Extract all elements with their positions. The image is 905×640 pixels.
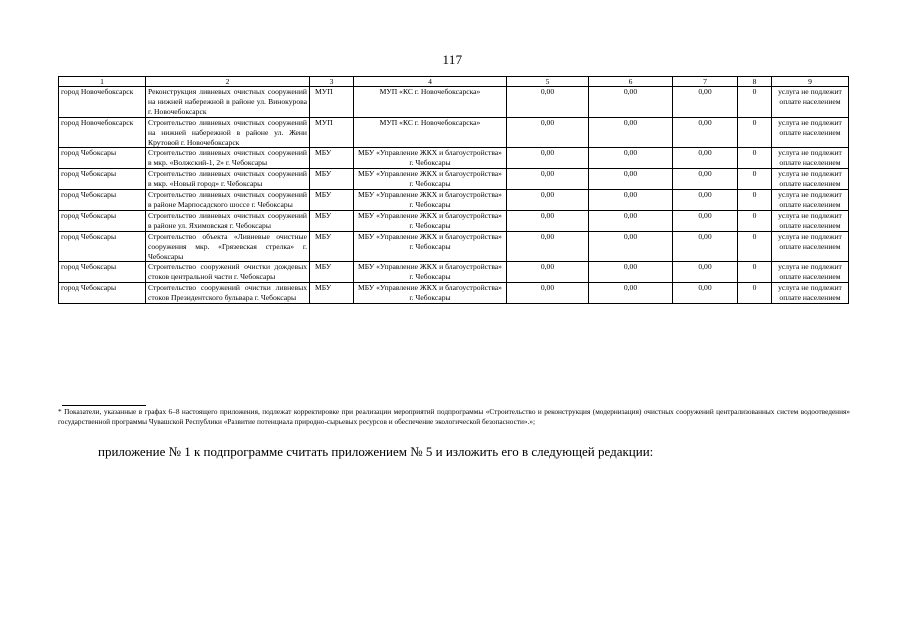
cell-value: 0,00: [507, 169, 589, 190]
cell-value: 0,00: [673, 283, 738, 304]
footnote: [58, 407, 850, 427]
cell-measure: Строительство ливневых очистных сооружений в районе Марпосадского шоссе г. Чебоксары: [146, 190, 310, 211]
table-row: [59, 231, 849, 262]
table-row: [59, 283, 849, 304]
cell-org-type: МБУ: [310, 190, 354, 211]
cell-value: 0: [738, 87, 772, 118]
column-header: 1: [59, 77, 146, 87]
cell-organization: МБУ «Управление ЖКХ и благоустройства» г. Чебоксары: [354, 283, 507, 304]
cell-payment-note: услуга не подлежит оплате населением: [772, 148, 849, 169]
table-row: [59, 210, 849, 231]
cell-value: 0,00: [589, 283, 673, 304]
cell-measure: Строительство ливневых очистных сооружений в районе ул. Яхимовская г. Чебоксары: [146, 210, 310, 231]
cell-value: 0,00: [507, 190, 589, 211]
cell-value: 0,00: [589, 169, 673, 190]
table-row: [59, 87, 849, 118]
cell-value: 0: [738, 169, 772, 190]
cell-value: 0,00: [673, 169, 738, 190]
cell-payment-note: услуга не подлежит оплате населением: [772, 210, 849, 231]
cell-payment-note: услуга не подлежит оплате населением: [772, 190, 849, 211]
cell-organization: МБУ «Управление ЖКХ и благоустройства» г. Чебоксары: [354, 210, 507, 231]
column-header: 4: [354, 77, 507, 87]
cell-organization: МБУ «Управление ЖКХ и благоустройства» г. Чебоксары: [354, 231, 507, 262]
cell-value: 0,00: [589, 190, 673, 211]
cell-territory: город Чебоксары: [59, 231, 146, 262]
table-row: [59, 190, 849, 211]
cell-measure: Строительство ливневых очистных сооружений в мкр. «Новый город» г. Чебоксары: [146, 169, 310, 190]
footnote-divider: [62, 405, 146, 406]
cell-measure: Реконструкция ливневых очистных сооружений на нижней набережной в районе ул. Винокурова г. Новочебоксарск: [146, 87, 310, 118]
cell-value: 0,00: [589, 87, 673, 118]
cell-measure: Строительство сооружений очистки ливневых стоков Президентского бульвара г. Чебоксары: [146, 283, 310, 304]
footnote-text: * Показатели, указанные в графах 6–8 настоящего приложения, подлежат корректировке при реализации мероприятий подпрограммы «Строительство и реконструкция (модернизация) очистных сооружений централизованных систем водоотведения» государственной программы Чувашской Республики «Развитие потенциала природно-сырьевых ресурсов и обеспечение экологической безопасности».»;: [58, 407, 850, 426]
cell-value: 0,00: [589, 210, 673, 231]
cell-territory: город Чебоксары: [59, 262, 146, 283]
cell-organization: МБУ «Управление ЖКХ и благоустройства» г. Чебоксары: [354, 148, 507, 169]
cell-org-type: МУП: [310, 87, 354, 118]
cell-value: 0,00: [507, 231, 589, 262]
cell-org-type: МБУ: [310, 169, 354, 190]
cell-value: 0,00: [673, 87, 738, 118]
cell-value: 0: [738, 283, 772, 304]
cell-territory: город Чебоксары: [59, 169, 146, 190]
cell-value: 0,00: [589, 148, 673, 169]
cell-value: 0,00: [673, 190, 738, 211]
cell-value: 0: [738, 117, 772, 148]
cell-org-type: МУП: [310, 117, 354, 148]
table-row: [59, 262, 849, 283]
cell-organization: МУП «КС г. Новочебоксарска»: [354, 117, 507, 148]
cell-territory: город Чебоксары: [59, 210, 146, 231]
cell-payment-note: услуга не подлежит оплате населением: [772, 117, 849, 148]
cell-payment-note: услуга не подлежит оплате населением: [772, 169, 849, 190]
cell-value: 0,00: [673, 231, 738, 262]
cell-payment-note: услуга не подлежит оплате населением: [772, 262, 849, 283]
cell-value: 0,00: [589, 117, 673, 148]
cell-payment-note: услуга не подлежит оплате населением: [772, 283, 849, 304]
cell-organization: МУП «КС г. Новочебоксарска»: [354, 87, 507, 118]
table-body: [59, 87, 849, 304]
table-row: [59, 148, 849, 169]
column-header: 3: [310, 77, 354, 87]
cell-organization: МБУ «Управление ЖКХ и благоустройства» г. Чебоксары: [354, 190, 507, 211]
cell-value: 0,00: [589, 231, 673, 262]
cell-value: 0,00: [507, 262, 589, 283]
cell-value: 0,00: [507, 148, 589, 169]
data-table: [58, 76, 849, 304]
cell-value: 0: [738, 210, 772, 231]
cell-value: 0,00: [507, 87, 589, 118]
instruction-paragraph: приложение № 1 к подпрограмме считать приложением № 5 и изложить его в следующей редакции:: [98, 444, 654, 459]
table-row: [59, 169, 849, 190]
cell-payment-note: услуга не подлежит оплате населением: [772, 231, 849, 262]
column-header: 6: [589, 77, 673, 87]
column-header: 9: [772, 77, 849, 87]
column-header: 2: [146, 77, 310, 87]
column-header: 7: [673, 77, 738, 87]
cell-territory: город Чебоксары: [59, 190, 146, 211]
cell-measure: Строительство сооружений очистки дождевых стоков центральной части г. Чебоксары: [146, 262, 310, 283]
cell-measure: Строительство объекта «Ливневые очистные сооружения мкр. «Грязевская стрелка» г. Чебоксары: [146, 231, 310, 262]
cell-org-type: МБУ: [310, 283, 354, 304]
cell-value: 0,00: [507, 117, 589, 148]
cell-organization: МБУ «Управление ЖКХ и благоустройства» г. Чебоксары: [354, 169, 507, 190]
cell-value: 0: [738, 190, 772, 211]
cell-territory: город Новочебоксарск: [59, 87, 146, 118]
cell-value: 0: [738, 262, 772, 283]
cell-value: 0,00: [673, 148, 738, 169]
cell-org-type: МБУ: [310, 262, 354, 283]
cell-value: 0,00: [673, 262, 738, 283]
column-header: 8: [738, 77, 772, 87]
cell-territory: город Чебоксары: [59, 283, 146, 304]
cell-value: 0: [738, 148, 772, 169]
cell-payment-note: услуга не подлежит оплате населением: [772, 87, 849, 118]
cell-value: 0,00: [589, 262, 673, 283]
cell-territory: город Новочебоксарск: [59, 117, 146, 148]
cell-value: 0,00: [673, 117, 738, 148]
cell-measure: Строительство ливневых очистных сооружений в мкр. «Волжский-1, 2» г. Чебоксары: [146, 148, 310, 169]
page-number: 117: [442, 52, 463, 67]
cell-value: 0,00: [507, 283, 589, 304]
cell-org-type: МБУ: [310, 231, 354, 262]
cell-value: 0,00: [507, 210, 589, 231]
cell-value: 0: [738, 231, 772, 262]
cell-organization: МБУ «Управление ЖКХ и благоустройства» г. Чебоксары: [354, 262, 507, 283]
cell-measure: Строительство ливневых очистных сооружений на нижней набережной в районе ул. Жени Крутовой г. Новочебоксарск: [146, 117, 310, 148]
cell-org-type: МБУ: [310, 148, 354, 169]
table-header-row: [59, 77, 849, 87]
table-row: [59, 117, 849, 148]
column-header: 5: [507, 77, 589, 87]
cell-territory: город Чебоксары: [59, 148, 146, 169]
cell-value: 0,00: [673, 210, 738, 231]
cell-org-type: МБУ: [310, 210, 354, 231]
